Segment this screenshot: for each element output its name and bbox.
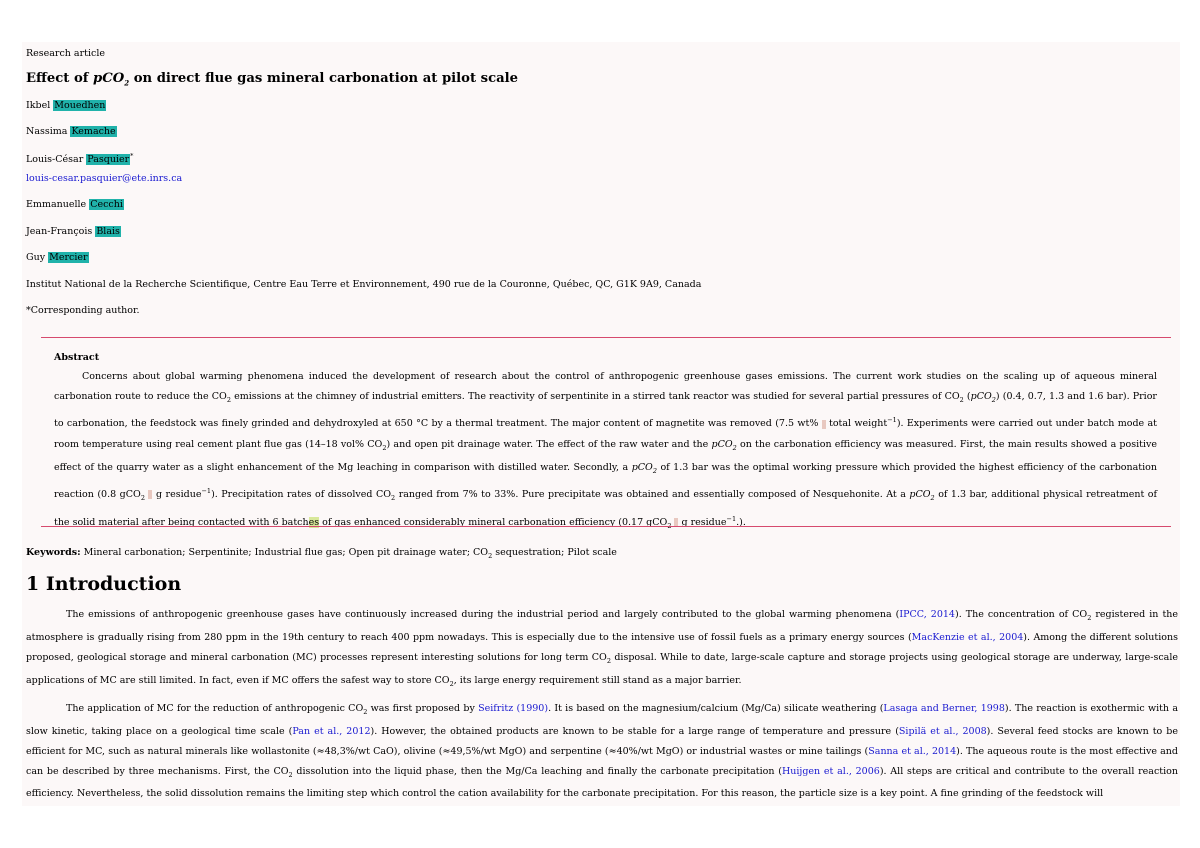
abstract-bottom-rule <box>41 526 1171 527</box>
citation-link[interactable]: Sipilä et al., 2008 <box>898 725 987 737</box>
article-type: Research article <box>26 48 105 59</box>
citation-link[interactable]: Lasaga and Berner, 1998 <box>883 702 1005 714</box>
author-1: Ikbel Mouedhen <box>26 100 106 111</box>
corresponding-note: *Corresponding author. <box>26 305 140 316</box>
affiliation: Institut National de la Recherche Scientifique, Centre Eau Terre et Environnement, 490 rue de la Couronne, Québec, QC, G1K 9A9, Canada <box>26 279 702 290</box>
article-page <box>22 42 1180 806</box>
citation-link[interactable]: Sanna et al., 2014 <box>868 745 957 757</box>
author-5: Jean-François Blais <box>26 226 120 237</box>
citation-link[interactable]: Seifritz (1990) <box>478 702 549 714</box>
abstract <box>54 352 1157 536</box>
intro-paragraph-2: The application of MC for the reduction of anthropogenic $CO_2$ was first proposed by Seifritz (1990). It is based on the magnesium/calcium (Mg/Ca) silicate weathering (Lasaga and Berner, 1998). The reaction is exothermic with a slow kinetic, taking place on a geological time scale (Pan et al., 2012). However, the obtained products are known to be stable for a large range of temperature and pressure (Sipilä et al., 2008). Several feed stocks are known to be efficient for MC, such as natural minerals like wollastonite (≈48,3%/wt CaO), olivine (≈49,5%/wt MgO) and serpentine (≈40%/wt MgO) or industrial wastes or mine tailings (Sanna et al., 2014). The aqueous route is the most effective and can be described by three mechanisms. First, the $CO_2$ dissolution into the liquid phase, then the Mg/Ca leaching and finally the carbonate precipitation (Huijgen et al., 2006). All steps are critical and contribute to the overall reaction efficiency. Nevertheless, the solid dissolution remains the limiting step which control the cation availability for the carbonate precipitation. For this reason, the particle size is a key point. A fine grinding of the feedstock will <box>26 702 1178 800</box>
keywords: Keywords: Mineral carbonation; Serpentinite; Industrial flue gas; Open pit drainage water; $CO_2$ sequestration; Pilot scale <box>26 547 617 560</box>
abstract-text: Concerns about global warming phenomena induced the development of research about the control of anthropogenic greenhouse gases emissions. The current work studies on the scaling up of aqueous mineral carbonation route to reduce the $CO_2$ emissions at the chimney of industrial emitters. The reactivity of serpentinite in a stirred tank reactor was studied for several partial pressures of $CO_2$ (pCO$_2$) (0.4, 0.7, 1.3 and 1.6 bar). Prior to carbonation, the feedstock was finely grinded and dehydroxyled at 650 °C by a thermal treatment. The major content of magnetite was removed (7.5 wt% total weight$^{-1}$). Experiments were carried out under batch mode at room temperature using real cement plant flue gas (14–18 vol% $CO_2$) and open pit drainage water. The effect of the raw water and the pCO$_2$ on the carbonation efficiency was measured. First, the main results showed a positive effect of the quarry water as a slight enhancement of the Mg leaching in comparison with distilled water. Secondly, a pCO$_2$ of 1.3 bar was the optimal working pressure which provided the highest efficiency of the carbonation reaction (0.8 gCO$_2$ g residue$^{-1}$). Precipitation rates of dissolved $CO_2$ ranged from 7% to 33%. Pure precipitate was obtained and essentially composed of Nesquehonite. At a pCO$_2$ of 1.3 bar, additional physical retreatment of the solid material after being contacted with 6 batches of gas enhanced considerably mineral carbonation efficiency (0.17 gCO$_2$ g residue$^{-1}$.). <box>54 371 1158 530</box>
citation-link[interactable]: MacKenzie et al., 2004 <box>911 631 1024 643</box>
author-3: Louis-César Pasquier* <box>26 152 134 166</box>
author-6: Guy Mercier <box>26 252 88 263</box>
author-4: Emmanuelle Cecchi <box>26 199 123 210</box>
abstract-heading: Abstract <box>54 352 100 363</box>
introduction-body <box>26 605 1178 809</box>
author-2: Nassima Kemache <box>26 126 116 137</box>
citation-link[interactable]: IPCC, 2014 <box>899 609 955 620</box>
citation-link[interactable]: Huijgen et al., 2006 <box>781 765 880 777</box>
intro-paragraph-1: The emissions of anthropogenic greenhouse gases have continuously increased during the industrial period and largely contributed to the global warming phenomena (IPCC, 2014). The concentration of $CO_2$ registered in the atmosphere is gradually rising from 280 ppm in the 19th century to reach 400 ppm nowadays. This is especially due to the intensive use of fossil fuels as a primary energy sources (MacKenzie et al., 2004). Among the different solutions proposed, geological storage and mineral carbonation (MC) processes represent interesting solutions for long term $CO_2$ disposal. While to date, large-scale capture and storage projects using geological storage are underway, large-scale applications of MC are still limited. In fact, even if MC offers the safest way to store $CO_2$, its large energy requirement still stand as a major barrier. <box>26 609 1179 688</box>
author-email-link[interactable]: louis-cesar.pasquier@ete.inrs.ca <box>26 173 183 184</box>
abstract-top-rule <box>41 337 1171 338</box>
citation-link[interactable]: Pan et al., 2012 <box>292 725 371 737</box>
section-heading: 1 Introduction <box>26 573 182 595</box>
article-title: Effect of pCO$_2$ on direct flue gas mineral carbonation at pilot scale <box>26 71 519 88</box>
